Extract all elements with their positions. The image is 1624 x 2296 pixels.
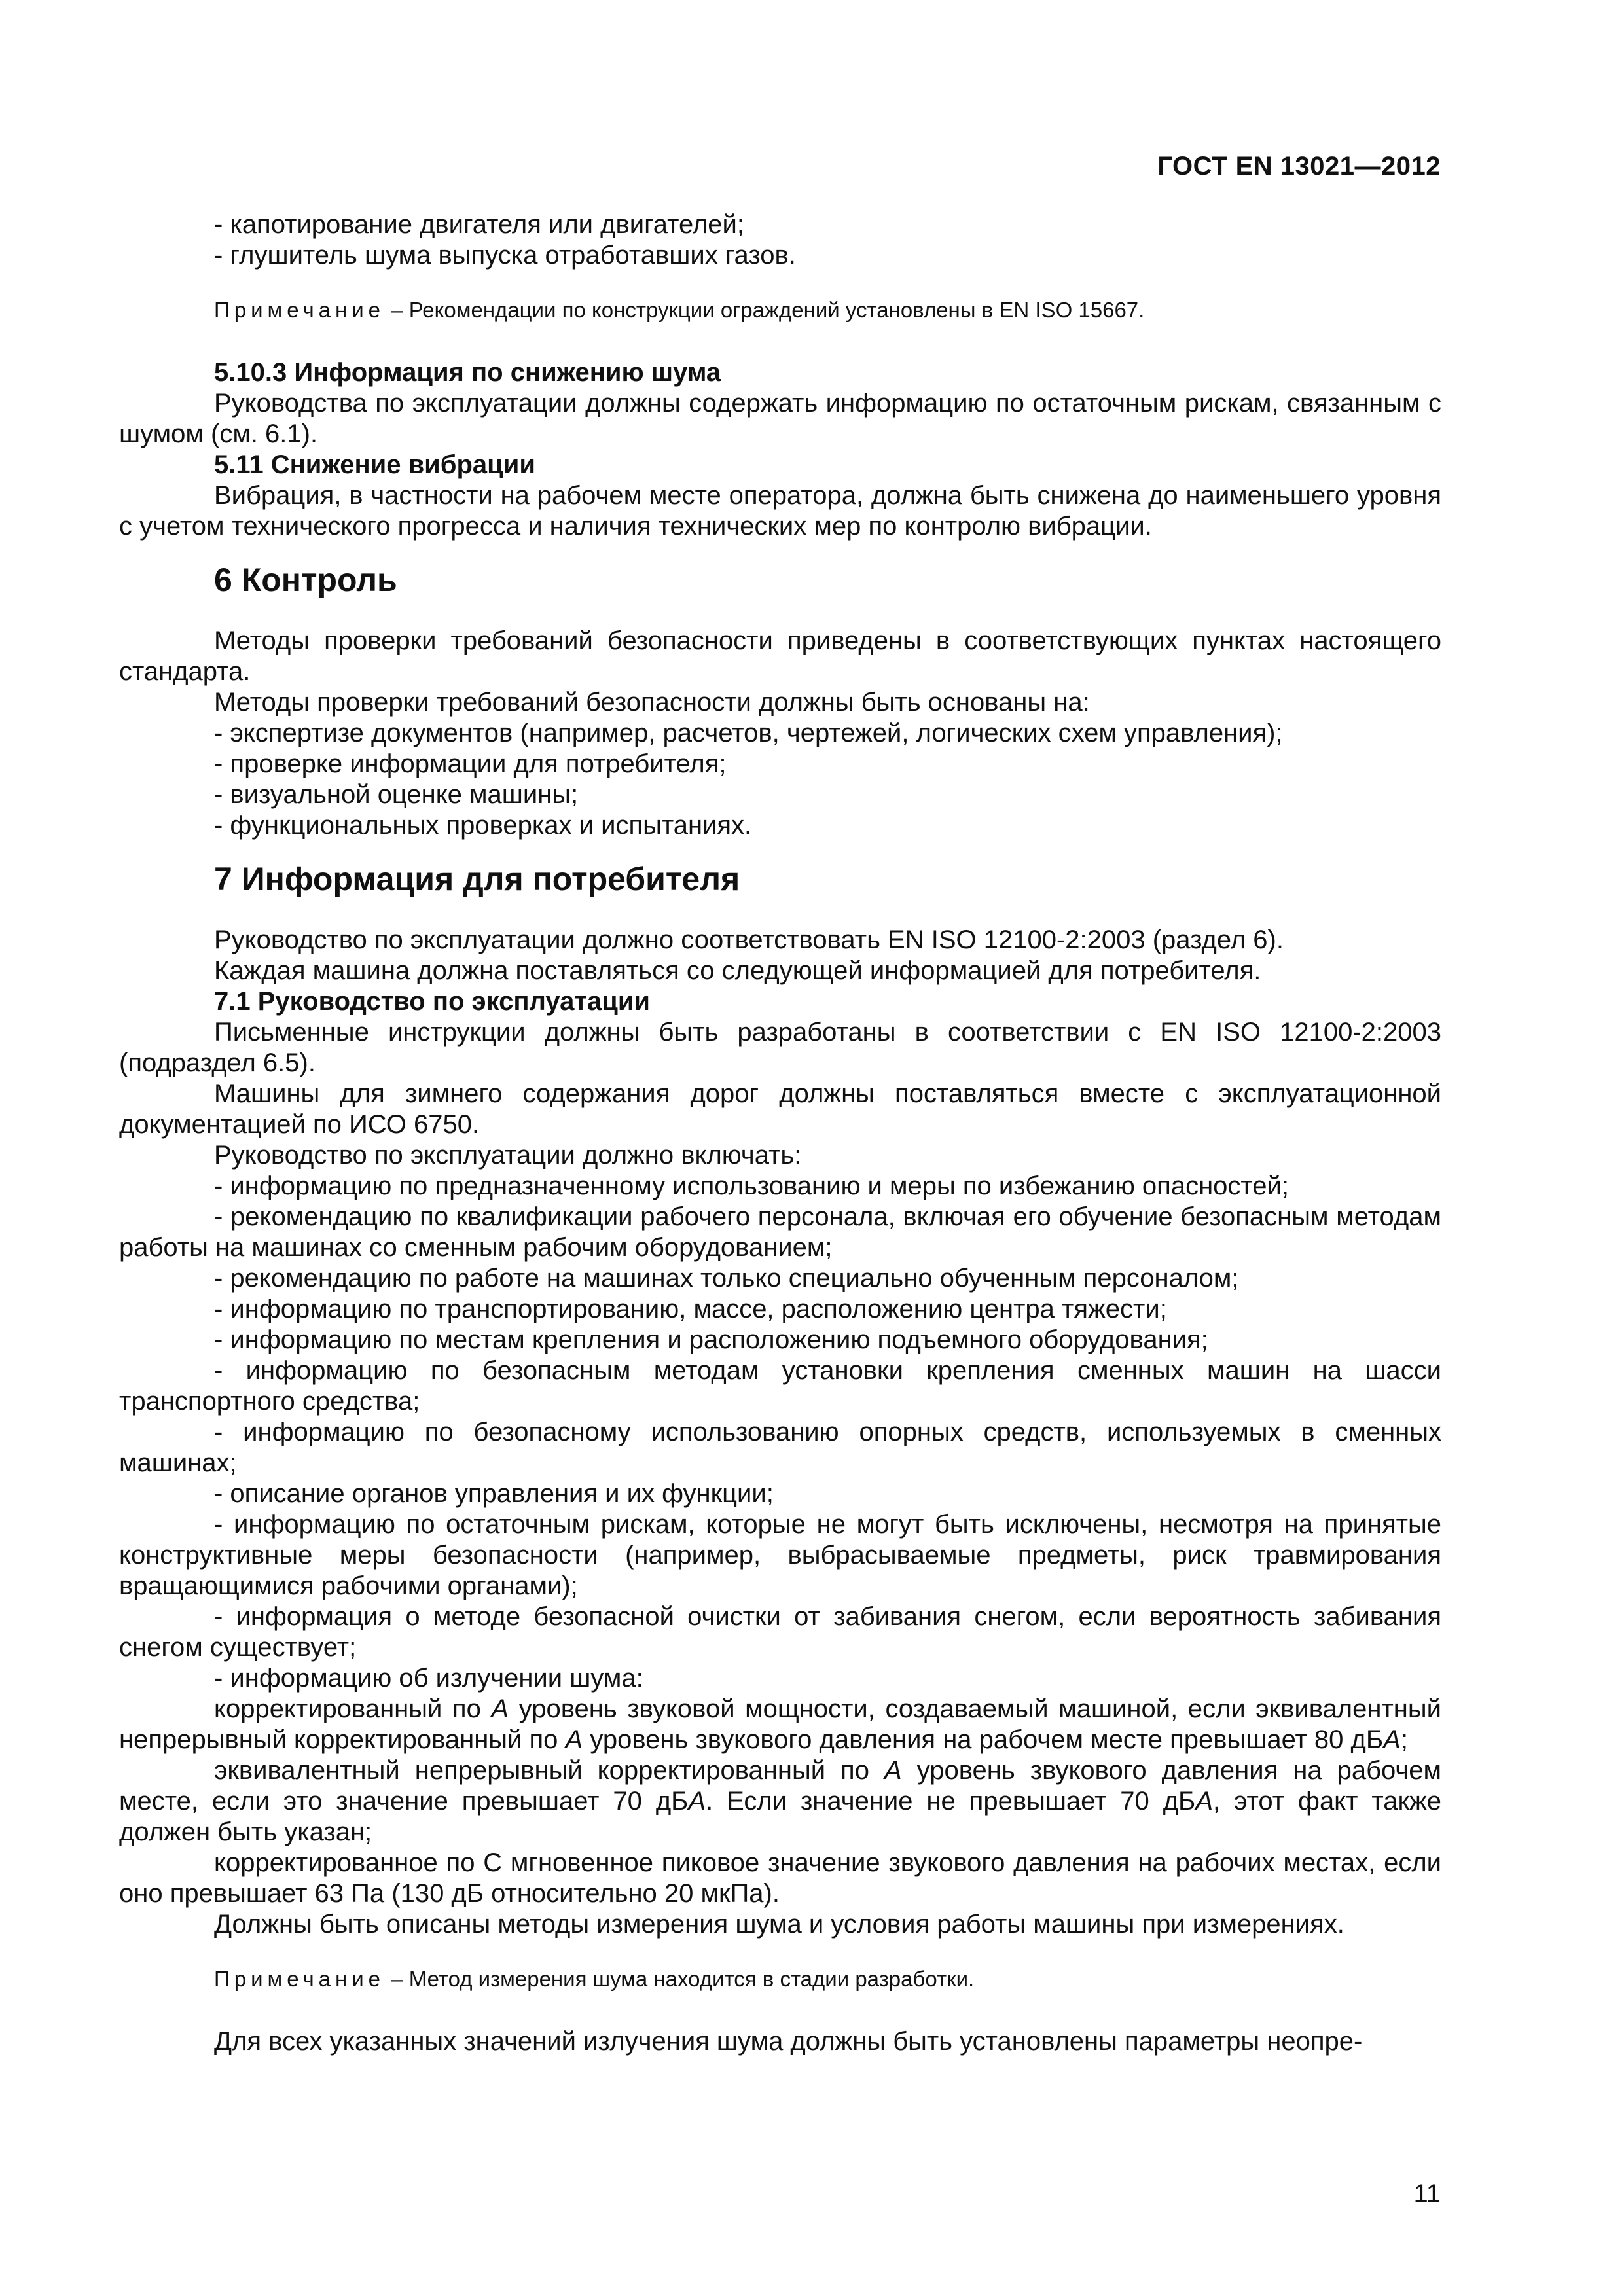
paragraph: Вибрация, в частности на рабочем месте оператора, должна быть снижена до наименьшего уровня с учетом технического прогресса и наличия технических мер по контролю вибрации. bbox=[119, 481, 1441, 541]
text-run: эквивалентный непрерывный корректированный по bbox=[214, 1756, 884, 1785]
list-item: - визуальной оценке машины; bbox=[214, 780, 579, 809]
page-number: 11 bbox=[1413, 2179, 1441, 2208]
list-item: - информацию по остаточным рискам, которые не могут быть исключены, несмотря на принятые конструктивные меры безопасности (например, выбрасываемые предметы, риск травмирования вращающимися рабочими органами); bbox=[119, 1510, 1441, 1600]
subsection-heading-5-10-3: 5.10.3 Информация по снижению шума bbox=[214, 358, 721, 387]
list-item: - капотирование двигателя или двигателей; bbox=[214, 210, 744, 239]
paragraph: корректированное по С мгновенное пиковое значение звукового давления на рабочих местах, если оно превышает 63 Па (130 дБ относительно 20 мкПа). bbox=[119, 1848, 1441, 1908]
list-item: - информацию об излучении шума: bbox=[214, 1664, 643, 1693]
page-content bbox=[119, 209, 1441, 2057]
italic-text: А bbox=[688, 1787, 706, 1816]
note bbox=[119, 297, 1441, 323]
list-item: - информацию по безопасному использованию опорных средств, используемых в сменных машинах; bbox=[119, 1418, 1441, 1477]
paragraph: Руководство по эксплуатации должно включать: bbox=[214, 1141, 802, 1170]
paragraph: Методы проверки требований безопасности должны быть основаны на: bbox=[214, 688, 1090, 717]
list-item: - глушитель шума выпуска отработавших газов. bbox=[214, 241, 796, 270]
list-item: - рекомендацию по квалификации рабочего персонала, включая его обучение безопасным методам работы на машинах со сменным рабочим оборудованием; bbox=[119, 1202, 1441, 1262]
text-run: , этот факт также должен быть указан; bbox=[119, 1787, 1441, 1846]
note-label: Примечание bbox=[214, 298, 386, 322]
paragraph: Письменные инструкции должны быть разработаны в соответствии с EN ISO 12100-2:2003 (подраздел 6.5). bbox=[119, 1018, 1441, 1077]
list-item: - рекомендацию по работе на машинах только специально обученным персоналом; bbox=[214, 1264, 1239, 1293]
list-item: - информацию по транспортированию, массе, расположению центра тяжести; bbox=[214, 1295, 1167, 1323]
italic-text: А bbox=[1383, 1725, 1401, 1754]
note-text: – Метод измерения шума находится в стадии разработки. bbox=[385, 1967, 975, 1991]
text-run: уровень звуковой мощности, создаваемый машиной, если эквивалентный непрерывный корректированный по bbox=[119, 1695, 1441, 1754]
paragraph: Должны быть описаны методы измерения шума и условия работы машины при измерениях. bbox=[214, 1910, 1344, 1939]
italic-text: А bbox=[565, 1725, 583, 1754]
paragraph: Каждая машина должна поставляться со следующей информацией для потребителя. bbox=[214, 956, 1261, 985]
text-run: уровень звукового давления на рабочем месте, если это значение превышает 70 дБ bbox=[119, 1756, 1441, 1816]
list-item: - описание органов управления и их функции; bbox=[214, 1479, 774, 1508]
list-item: - информацию по местам крепления и расположению подъемного оборудования; bbox=[214, 1325, 1208, 1354]
document-code: ГОСТ EN 13021—2012 bbox=[1157, 152, 1441, 181]
text-run: . Если значение не превышает 70 дБ bbox=[706, 1787, 1196, 1816]
list-item: - информация о методе безопасной очистки от забивания снегом, если вероятность забивания снегом существует; bbox=[119, 1602, 1441, 1662]
subsection-heading-7-1: 7.1 Руководство по эксплуатации bbox=[214, 987, 650, 1016]
paragraph: Для всех указанных значений излучения шума должны быть установлены параметры неопре- bbox=[214, 2027, 1363, 2056]
list-item: - проверке информации для потребителя; bbox=[214, 749, 727, 778]
note-label: Примечание bbox=[214, 1967, 386, 1991]
subsection-heading-5-11: 5.11 Снижение вибрации bbox=[214, 450, 535, 479]
list-item: - функциональных проверках и испытаниях. bbox=[214, 811, 752, 840]
italic-text: А bbox=[884, 1756, 902, 1785]
paragraph: Машины для зимнего содержания дорог должны поставляться вместе с эксплуатационной документацией по ИСО 6750. bbox=[119, 1079, 1441, 1139]
paragraph: Руководство по эксплуатации должно соответствовать EN ISO 12100-2:2003 (раздел 6). bbox=[214, 925, 1284, 954]
list-item: - информацию по предназначенному использованию и меры по избежанию опасностей; bbox=[214, 1172, 1289, 1200]
paragraph: Руководства по эксплуатации должны содержать информацию по остаточным рискам, связанным с шумом (см. 6.1). bbox=[119, 389, 1441, 448]
italic-text: А bbox=[1195, 1787, 1213, 1816]
note bbox=[119, 1966, 1441, 1992]
paragraph: Методы проверки требований безопасности приведены в соответствующих пунктах настоящего стандарта. bbox=[119, 626, 1441, 686]
list-item: - экспертизе документов (например, расчетов, чертежей, логических схем управления); bbox=[214, 719, 1283, 747]
section-heading-7: 7 Информация для потребителя bbox=[214, 861, 740, 897]
text-run: ; bbox=[1400, 1725, 1408, 1754]
text-run: уровень звукового давления на рабочем месте превышает 80 дБ bbox=[583, 1725, 1384, 1754]
text-run: корректированный по bbox=[214, 1695, 492, 1723]
paragraph bbox=[119, 1694, 1441, 1755]
list-item: - информацию по безопасным методам установки крепления сменных машин на шасси транспортного средства; bbox=[119, 1356, 1441, 1416]
section-heading-6: 6 Контроль bbox=[214, 562, 397, 598]
italic-text: А bbox=[491, 1695, 509, 1723]
note-text: – Рекомендации по конструкции ограждений установлены в EN ISO 15667. bbox=[385, 298, 1145, 322]
paragraph bbox=[119, 1755, 1441, 1848]
